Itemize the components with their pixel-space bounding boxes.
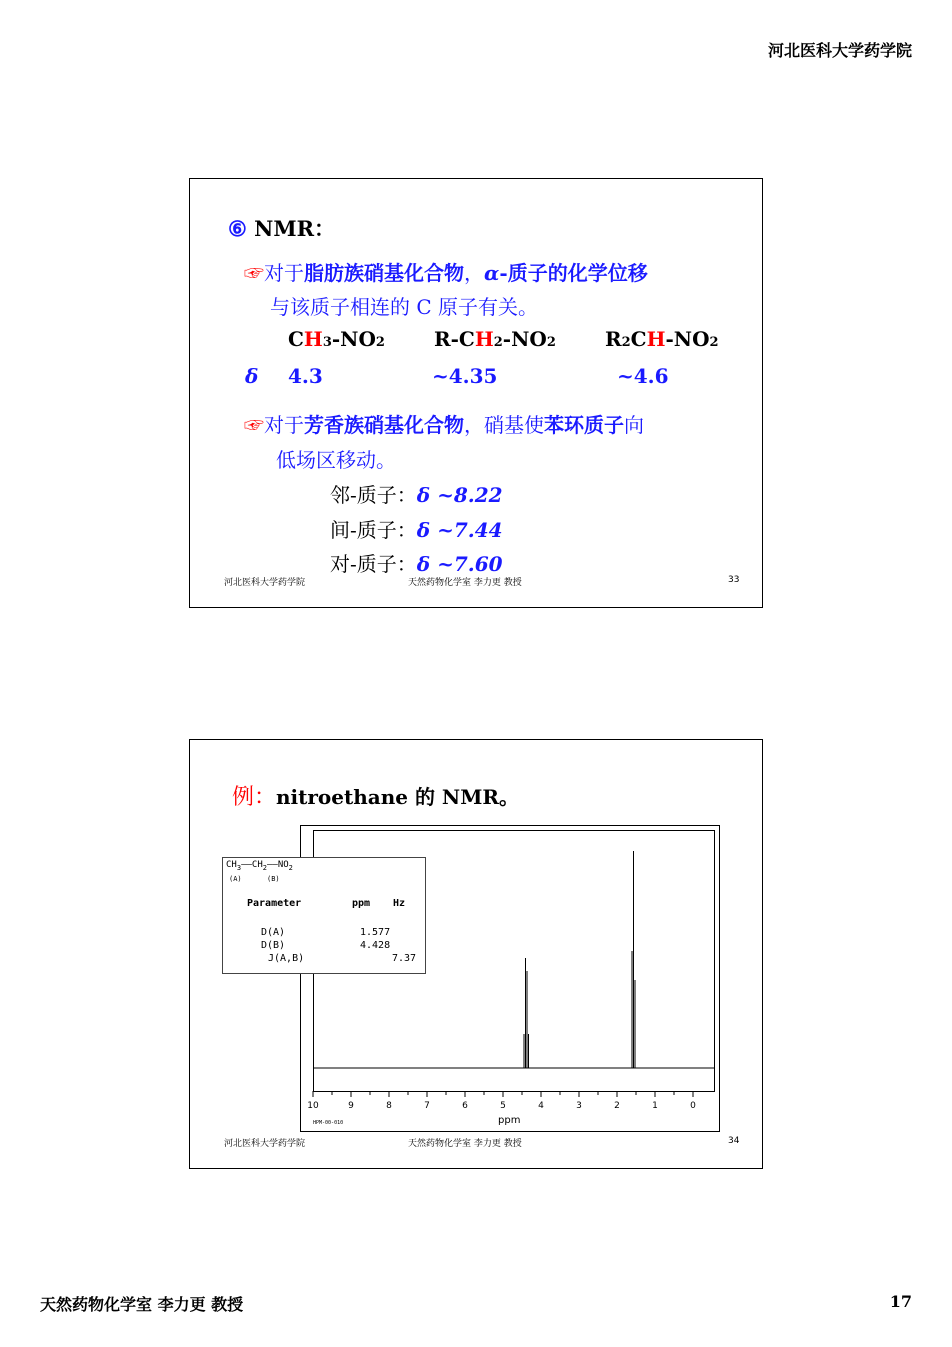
param-label-db: D(B) — [261, 940, 286, 951]
x-tick-label: 7 — [424, 1101, 430, 1111]
slide-footer-mid: 天然药物化学室 李力更 教授 — [408, 1139, 522, 1149]
slide-number: 34 — [728, 1136, 740, 1146]
param-header-hz: Hz — [393, 898, 406, 909]
x-tick-label: 5 — [500, 1101, 506, 1111]
page-footer-author: 天然药物化学室 李力更 教授 — [40, 1295, 244, 1314]
slide-title: 例：nitroethane 的 NMR。 — [232, 785, 519, 810]
structure-label-a: (A) — [229, 875, 242, 883]
circled-number: ⑥ — [228, 216, 247, 241]
page-number: 17 — [889, 1292, 912, 1311]
slide-34 — [189, 739, 763, 1169]
param-value-da: 1.577 — [360, 927, 391, 938]
x-tick-label: 8 — [386, 1101, 392, 1111]
compound-r2chno2: R2CH-NO2 — [605, 327, 719, 351]
parameter-table — [222, 857, 426, 974]
nmr-heading: NMR： — [254, 216, 336, 241]
meta-proton: 间-质子：δ ~7.44 — [330, 518, 503, 542]
spectrum-code: HPM-00-010 — [313, 1120, 344, 1126]
paragraph-aliphatic-line2: 与该质子相连的 C 原子有关。 — [270, 295, 539, 319]
compound-rch2no2: R-CH2-NO2 — [434, 327, 556, 351]
slide-33 — [189, 178, 763, 608]
slide-footer-left: 河北医科大学药学院 — [224, 1139, 306, 1149]
slide-footer-mid: 天然药物化学室 李力更 教授 — [408, 578, 522, 588]
param-label-jab: J(A,B) — [268, 953, 305, 964]
x-tick-label: 4 — [538, 1101, 544, 1111]
ortho-proton: 邻-质子：δ ~8.22 — [330, 483, 503, 507]
para-proton: 对-质子：δ ~7.60 — [330, 552, 503, 576]
param-value-jab: 7.37 — [392, 953, 417, 964]
pointing-hand-icon: ☞ — [244, 413, 264, 437]
param-value-db: 4.428 — [360, 940, 391, 951]
slide-title — [228, 213, 335, 243]
paragraph-aliphatic: ☞对于脂肪族硝基化合物，α-质子的化学位移 — [244, 261, 648, 285]
param-header-parameter: Parameter — [247, 898, 302, 909]
shift-value-2: ~4.35 — [432, 364, 498, 388]
x-axis-ticks — [313, 1091, 693, 1097]
structure-formula: $CH_3——CH_2——NO_2$ — [226, 860, 293, 872]
x-tick-label: 2 — [614, 1101, 620, 1111]
page-header: 河北医科大学药学院 — [767, 41, 912, 60]
param-header-ppm: ppm — [352, 898, 371, 909]
shift-value-1: 4.3 — [288, 364, 323, 388]
pointing-hand-icon: ☞ — [244, 261, 264, 285]
compound-ch3no2: CH3-NO2 — [288, 327, 385, 351]
structure-label-b: (B) — [267, 875, 280, 883]
x-tick-label: 1 — [652, 1101, 658, 1111]
x-axis-label: ppm — [498, 1115, 521, 1126]
x-tick-label: 6 — [462, 1101, 468, 1111]
x-tick-label: 0 — [690, 1101, 696, 1111]
x-tick-label: 10 — [307, 1101, 319, 1111]
delta-symbol: δ — [245, 364, 259, 388]
x-tick-label: 3 — [576, 1101, 582, 1111]
slide-footer-left: 河北医科大学药学院 — [224, 578, 306, 588]
paragraph-aromatic: ☞对于芳香族硝基化合物，硝基使苯环质子向 — [244, 413, 644, 437]
slide-number: 33 — [728, 575, 740, 585]
shift-value-3: ~4.6 — [617, 364, 669, 388]
param-label-da: D(A) — [261, 927, 286, 938]
paragraph-aromatic-line2: 低场区移动。 — [276, 448, 396, 472]
x-tick-label: 9 — [348, 1101, 354, 1111]
